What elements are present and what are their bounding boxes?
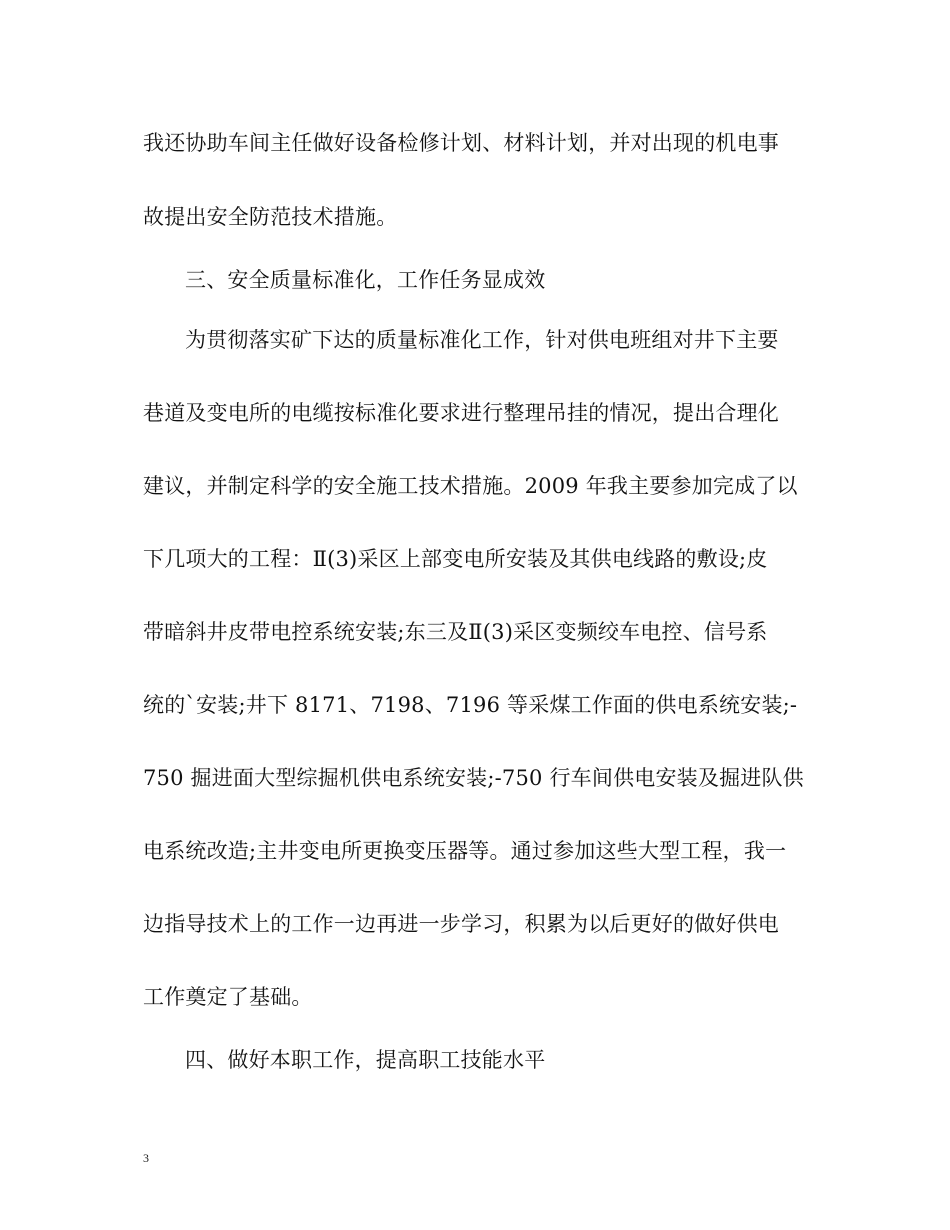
text-line: 统的`安装;井下 8171、7198、7196 等采煤工作面的供电系统安装;- — [143, 693, 798, 717]
section-heading: 四、做好本职工作，提高职工技能水平 — [185, 1048, 546, 1072]
text-line: 下几项大的工程：Ⅱ(3)采区上部变电所安装及其供电线路的敷设;皮 — [143, 547, 768, 571]
text-line: 巷道及变电所的电缆按标准化要求进行整理吊挂的情况，提出合理化 — [143, 401, 779, 425]
text-line: 建议，并制定科学的安全施工技术措施。2009 年我主要参加完成了以 — [143, 474, 798, 498]
section-heading: 三、安全质量标准化，工作任务显成效 — [185, 268, 546, 292]
page-number: 3 — [143, 1151, 149, 1165]
text-line: 故提出安全防范技术措施。 — [143, 205, 398, 229]
text-line: 边指导技术上的工作一边再进一步学习，积累为以后更好的做好供电 — [143, 912, 779, 936]
text-line: 工作奠定了基础。 — [143, 985, 313, 1009]
text-line: 为贯彻落实矿下达的质量标准化工作，针对供电班组对井下主要 — [185, 328, 779, 352]
text-line: 带暗斜井皮带电控系统安装;东三及Ⅱ(3)采区变频绞车电控、信号系 — [143, 620, 768, 644]
text-line: 我还协助车间主任做好设备检修计划、材料计划，并对出现的机电事 — [143, 131, 779, 155]
text-line: 750 掘进面大型综掘机供电系统安装;-750 行车间供电安装及掘进队供 — [143, 766, 804, 790]
text-line: 电系统改造;主井变电所更换变压器等。通过参加这些大型工程，我一 — [143, 839, 787, 863]
